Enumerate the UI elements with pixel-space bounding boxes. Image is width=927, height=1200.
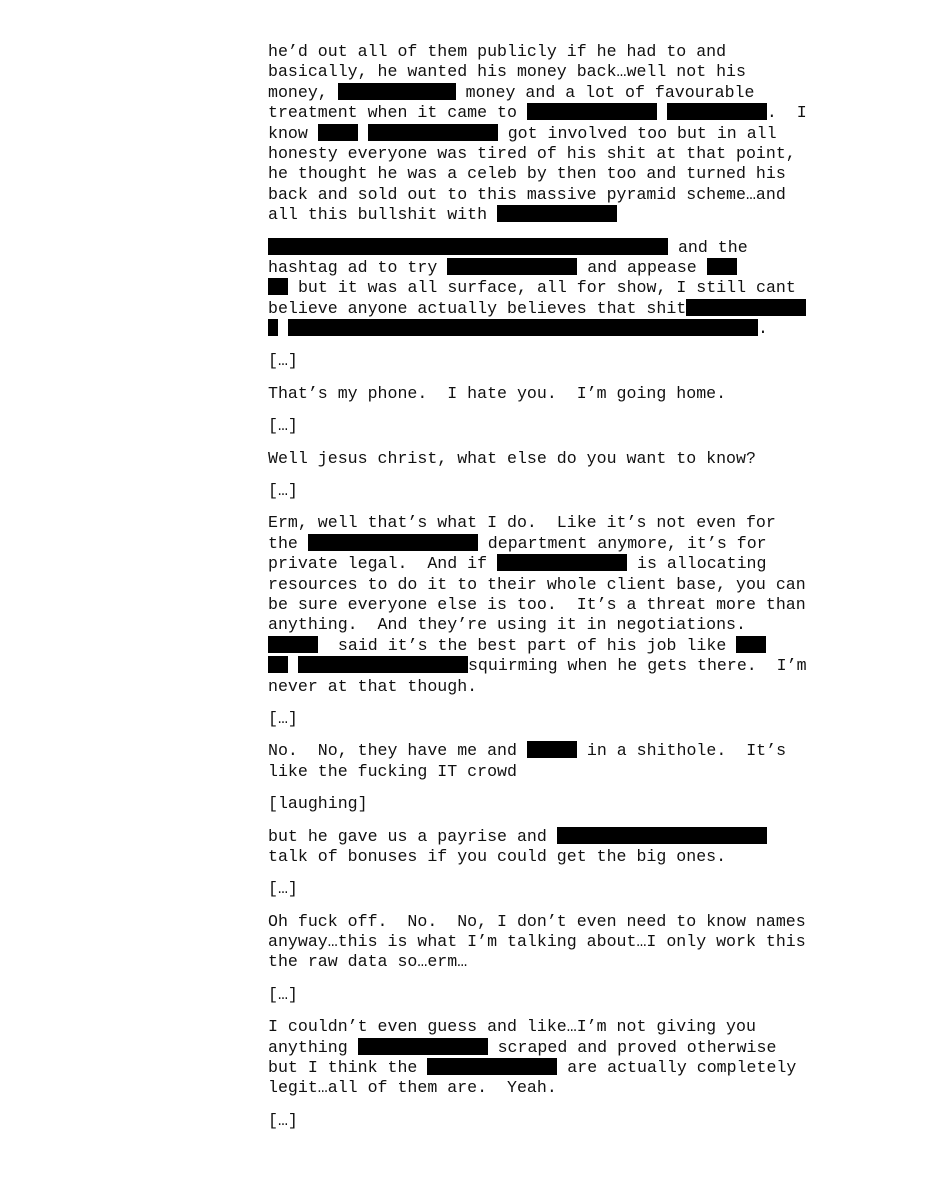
text-run: squirming when he gets there. I’m xyxy=(467,656,807,676)
paragraph-gap xyxy=(268,973,828,985)
redaction-bar xyxy=(298,656,468,673)
text-run: the xyxy=(268,533,308,553)
paragraph xyxy=(268,449,828,469)
redaction-bar xyxy=(288,319,758,336)
text-run: […] xyxy=(268,351,298,371)
text-run: is allocating xyxy=(627,554,767,574)
paragraph-gap xyxy=(268,1005,828,1017)
paragraph xyxy=(268,879,828,899)
text-run: he’d out all of them publicly if he had to and xyxy=(268,42,727,61)
text-line xyxy=(268,1038,828,1058)
redaction-bar xyxy=(318,124,358,141)
paragraph xyxy=(268,384,828,404)
text-run: […] xyxy=(268,984,298,1004)
paragraph-gap xyxy=(268,867,828,879)
text-line xyxy=(268,636,828,656)
paragraph xyxy=(268,513,828,697)
text-line xyxy=(268,879,828,899)
paragraph xyxy=(268,794,828,814)
text-line xyxy=(268,709,828,729)
text-line xyxy=(268,575,828,595)
text-run: No. No, they have me and xyxy=(268,741,527,761)
text-run: Oh fuck off. No. No, I don’t even need to know names xyxy=(268,911,806,931)
text-run: all this bullshit with xyxy=(268,205,498,225)
transcript-body xyxy=(268,42,828,1131)
paragraph-gap xyxy=(268,1099,828,1111)
paragraph-gap xyxy=(268,339,828,351)
paragraph-gap xyxy=(268,900,828,912)
paragraph xyxy=(268,351,828,371)
text-run: basically, he wanted his money back…well not his xyxy=(268,62,746,82)
redaction-bar xyxy=(447,258,577,275)
text-line xyxy=(268,278,828,298)
text-run: anything xyxy=(268,1037,358,1057)
text-line xyxy=(268,677,828,697)
paragraph xyxy=(268,741,828,782)
text-run: money and a lot of favourable xyxy=(455,82,755,102)
redaction-bar xyxy=(268,656,288,673)
redaction-bar xyxy=(686,299,806,316)
text-line xyxy=(268,912,828,932)
text-run: money, xyxy=(268,82,338,102)
text-run: legit…all of them are. Yeah. xyxy=(268,1078,557,1098)
text-line xyxy=(268,534,828,554)
text-run: scraped and proved otherwise xyxy=(487,1037,777,1057)
text-line xyxy=(268,1058,828,1078)
redaction-bar xyxy=(358,1038,488,1055)
text-line xyxy=(268,62,828,82)
paragraph xyxy=(268,416,828,436)
paragraph-gap xyxy=(268,226,828,238)
text-line xyxy=(268,238,828,258)
redaction-bar xyxy=(268,319,278,336)
text-run: private legal. And if xyxy=(268,554,498,574)
text-line xyxy=(268,513,828,533)
text-line xyxy=(268,449,828,469)
paragraph-gap xyxy=(268,729,828,741)
text-line xyxy=(268,124,828,144)
text-run: […] xyxy=(268,416,298,436)
text-run: Well jesus christ, what else do you want to know? xyxy=(268,448,756,468)
text-line xyxy=(268,144,828,164)
text-line xyxy=(268,416,828,436)
redaction-bar xyxy=(308,534,478,551)
text-run: Erm, well that’s what I do. Like it’s not even for xyxy=(268,513,776,533)
text-run: the raw data so…erm… xyxy=(268,952,468,972)
text-line xyxy=(268,351,828,371)
text-line xyxy=(268,384,828,404)
text-line xyxy=(268,1111,828,1131)
text-run: but I think the xyxy=(268,1058,428,1078)
text-run: [laughing] xyxy=(268,794,368,814)
redaction-bar xyxy=(736,636,766,653)
text-run: but it was all surface, all for show, I still cant xyxy=(288,278,796,298)
paragraph-gap xyxy=(268,782,828,794)
text-run: believe anyone actually believes that shit xyxy=(268,298,687,318)
paragraph-gap xyxy=(268,437,828,449)
text-line xyxy=(268,1017,828,1037)
paragraph xyxy=(268,827,828,868)
redaction-bar xyxy=(338,83,456,100)
text-run: . xyxy=(757,319,768,339)
text-line xyxy=(268,205,828,225)
redaction-bar xyxy=(497,554,627,571)
redaction-bar xyxy=(368,124,498,141)
text-run: said it’s the best part of his job like xyxy=(318,635,737,655)
text-run: honesty everyone was tired of his shit at that point, xyxy=(268,143,796,163)
text-line xyxy=(268,103,828,123)
text-run: […] xyxy=(268,481,298,501)
text-line xyxy=(268,656,828,676)
paragraph-gap xyxy=(268,815,828,827)
text-run xyxy=(278,319,288,338)
text-line xyxy=(268,164,828,184)
paragraph xyxy=(268,912,828,973)
text-line xyxy=(268,932,828,952)
paragraph-gap xyxy=(268,469,828,481)
text-line xyxy=(268,952,828,972)
paragraph xyxy=(268,42,828,226)
paragraph xyxy=(268,985,828,1005)
text-run: resources to do it to their whole client base, you can xyxy=(268,574,806,594)
text-run: he thought he was a celeb by then too and turned his xyxy=(268,164,786,184)
redaction-bar xyxy=(707,258,737,275)
text-line xyxy=(268,554,828,574)
text-run: like the fucking IT crowd xyxy=(268,761,517,781)
paragraph-gap xyxy=(268,372,828,384)
redaction-bar xyxy=(557,827,767,844)
redaction-bar xyxy=(667,103,767,120)
paragraph-gap xyxy=(268,697,828,709)
text-run: hashtag ad to try xyxy=(268,257,448,277)
text-run: That’s my phone. I hate you. I’m going home. xyxy=(268,383,727,403)
redaction-bar xyxy=(497,205,617,222)
text-run: I couldn’t even guess and like…I’m not giving you xyxy=(268,1017,756,1037)
redaction-bar xyxy=(268,238,668,255)
text-run: […] xyxy=(268,1110,298,1130)
redaction-bar xyxy=(268,636,318,653)
text-run: and the xyxy=(668,237,748,257)
text-line xyxy=(268,258,828,278)
text-run: never at that though. xyxy=(268,676,478,696)
text-line xyxy=(268,595,828,615)
text-run: […] xyxy=(268,879,298,899)
paragraph-gap xyxy=(268,404,828,416)
text-run: be sure everyone else is too. It’s a threat more than xyxy=(268,594,806,614)
text-run: got involved too but in all xyxy=(497,123,777,143)
redaction-bar xyxy=(268,278,288,295)
text-run: treatment when it came to xyxy=(268,103,527,123)
text-line xyxy=(268,319,828,339)
paragraph xyxy=(268,238,828,340)
paragraph xyxy=(268,481,828,501)
paragraph xyxy=(268,709,828,729)
text-run: […] xyxy=(268,708,298,728)
paragraph xyxy=(268,1017,828,1099)
text-run: department anymore, it’s for xyxy=(477,533,767,553)
text-run: back and sold out to this massive pyramid scheme…and xyxy=(268,184,786,204)
text-line xyxy=(268,42,828,62)
text-line xyxy=(268,794,828,814)
text-run: know xyxy=(268,123,318,143)
text-line xyxy=(268,827,828,847)
text-line xyxy=(268,299,828,319)
text-run xyxy=(657,103,667,122)
text-line xyxy=(268,83,828,103)
text-run: in a shithole. It’s xyxy=(576,741,787,761)
redaction-bar xyxy=(527,103,657,120)
text-run: and appease xyxy=(577,257,707,277)
text-line xyxy=(268,762,828,782)
text-run xyxy=(358,124,368,143)
paragraph xyxy=(268,1111,828,1131)
text-line xyxy=(268,847,828,867)
text-run: . I xyxy=(766,103,807,123)
text-line xyxy=(268,615,828,635)
text-line xyxy=(268,1078,828,1098)
text-run: talk of bonuses if you could get the big ones. xyxy=(268,846,727,866)
redaction-bar xyxy=(527,741,577,758)
text-run: anything. And they’re using it in negotiations. xyxy=(268,615,746,635)
paragraph-gap xyxy=(268,501,828,513)
text-line xyxy=(268,481,828,501)
text-run: are actually completely xyxy=(557,1058,797,1078)
text-line xyxy=(268,741,828,761)
text-run: anyway…this is what I’m talking about…I only work this xyxy=(268,932,806,952)
text-line xyxy=(268,985,828,1005)
text-run: but he gave us a payrise and xyxy=(268,826,557,846)
redaction-bar xyxy=(427,1058,557,1075)
text-line xyxy=(268,185,828,205)
text-run xyxy=(288,656,298,675)
